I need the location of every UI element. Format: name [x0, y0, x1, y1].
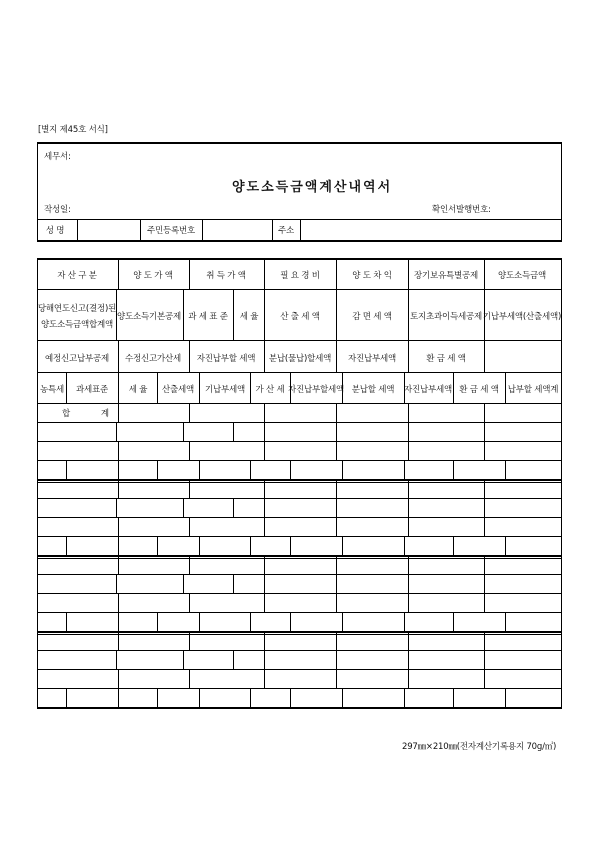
resident-id-label: 주민등록번호: [146, 226, 196, 236]
grid-col-line: [290, 688, 291, 707]
grid-col-line: [233, 422, 234, 441]
grid-col-line: [264, 650, 265, 669]
grid-col-line: [199, 612, 200, 631]
office-label: 세무서:: [44, 152, 71, 162]
page-title: 양도소득금액계산내역서: [232, 180, 393, 195]
header-refund-tax: 환 금 세 액: [426, 354, 466, 364]
col-line: [484, 340, 485, 372]
grid-col-line: [264, 498, 265, 517]
grid-col-line: [264, 574, 265, 593]
grid-col-line: [118, 403, 119, 422]
header-tax-base: 과 세 표 준: [188, 312, 228, 322]
grid-col-line: [189, 441, 190, 460]
header-box-right: [561, 142, 562, 241]
grid-col-line: [157, 460, 158, 479]
grid-col-line: [189, 631, 190, 650]
grid-col-line: [505, 688, 506, 707]
header-calculated-tax: 산 출 세 액: [280, 312, 320, 322]
grid-col-line: [66, 536, 67, 555]
grid-col-line: [484, 593, 485, 612]
grid-col-line: [66, 688, 67, 707]
grid-col-line: [118, 688, 119, 707]
grid-col-line: [199, 460, 200, 479]
grid-col-line: [484, 555, 485, 574]
grid-col-line: [336, 593, 337, 612]
col-line: [336, 258, 337, 289]
grid-col-line: [342, 536, 343, 555]
header-box-top: [37, 142, 562, 144]
grid-col-line: [118, 593, 119, 612]
header-asset-type: 자 산 구 분: [57, 271, 97, 281]
grid-col-line: [336, 479, 337, 498]
header-rural-tax: 농특세: [39, 385, 65, 395]
header-self-paid-tax: 자진납부세액: [347, 354, 397, 364]
grid-col-line: [183, 422, 184, 441]
grid-col-line: [342, 460, 343, 479]
grid-col-line: [66, 460, 67, 479]
grid-col-line: [116, 650, 117, 669]
grid-col-line: [453, 688, 454, 707]
grid-col-line: [336, 422, 337, 441]
header-transfer-income: 양도소득금액: [497, 271, 547, 281]
header-rt-total-payable: 납부할 세액계: [507, 385, 559, 395]
grid-col-line: [408, 631, 409, 650]
grid-col-line: [183, 650, 184, 669]
grid-col-line: [484, 650, 485, 669]
grid-col-line: [118, 517, 119, 536]
grid-col-line: [404, 688, 405, 707]
header-self-payable-tax: 자진납부할 세액: [196, 354, 256, 364]
total-label: 합 계: [62, 409, 124, 419]
grid-col-line: [264, 555, 265, 574]
header-reduced-tax: 감 면 세 액: [352, 312, 392, 322]
grid-col-line: [408, 441, 409, 460]
col-line: [157, 372, 158, 403]
col-line: [453, 372, 454, 403]
grid-col-line: [408, 422, 409, 441]
grid-col-line: [118, 555, 119, 574]
identity-divider: [77, 219, 78, 240]
grid-col-line: [342, 688, 343, 707]
grid-col-line: [264, 403, 265, 422]
grid-col-line: [116, 422, 117, 441]
header-amended-surcharge: 수정신고가산세: [124, 354, 182, 364]
header-rt-rate: 세 율: [128, 385, 148, 395]
grid-col-line: [484, 479, 485, 498]
grid-col-line: [264, 517, 265, 536]
grid-col-line: [264, 479, 265, 498]
header-rt-surcharge: 가 산 세: [255, 385, 285, 395]
header-declared-total-line1: 당해연도신고(결정)된: [37, 304, 117, 314]
form-number: [별지 제45호 서식]: [38, 125, 108, 135]
identity-divider: [140, 219, 141, 240]
address-label: 주소: [277, 226, 295, 236]
grid-col-line: [233, 498, 234, 517]
col-line: [264, 258, 265, 289]
grid-col-line: [408, 403, 409, 422]
grid-col-line: [264, 593, 265, 612]
grid-col-line: [233, 650, 234, 669]
grid-col-line: [183, 574, 184, 593]
row-line: [37, 372, 562, 373]
grid-col-line: [116, 498, 117, 517]
header-acquisition-price: 취 득 가 액: [206, 271, 246, 281]
grid-col-line: [189, 555, 190, 574]
grid-col-line: [484, 669, 485, 688]
grid-col-line: [264, 422, 265, 441]
header-declared-total-line2: 양도소득금액합계액: [40, 320, 114, 330]
header-transfer-gain: 양 도 차 익: [352, 271, 392, 281]
grid-col-line: [484, 441, 485, 460]
grid-col-line: [336, 669, 337, 688]
header-tax-rate: 세 율: [239, 312, 259, 322]
grid-col-line: [453, 460, 454, 479]
col-line: [189, 258, 190, 289]
grid-col-line: [404, 460, 405, 479]
grid-col-line: [290, 612, 291, 631]
col-line: [408, 340, 409, 372]
grid-col-line: [408, 593, 409, 612]
grid-col-line: [408, 498, 409, 517]
grid-col-line: [484, 403, 485, 422]
col-line: [336, 289, 337, 340]
grid-row-line: [37, 460, 562, 461]
grid-col-line: [342, 612, 343, 631]
grid-col-line: [453, 612, 454, 631]
grid-col-line: [408, 555, 409, 574]
grid-col-line: [404, 612, 405, 631]
header-long-term-deduction: 장기보유특별공제: [413, 271, 479, 281]
grid-col-line: [189, 669, 190, 688]
grid-col-line: [404, 536, 405, 555]
col-line: [264, 340, 265, 372]
paper-spec-footer: 297㎜×210㎜(전자계산기록용지 70g/㎡): [402, 742, 557, 752]
identity-divider: [272, 219, 273, 240]
col-line: [183, 289, 184, 340]
header-rt-self-payable: 자진납부할세액: [287, 385, 345, 395]
grid-col-line: [408, 517, 409, 536]
col-line: [199, 372, 200, 403]
main-table-right: [561, 258, 562, 708]
header-rt-self-paid: 자진납부세액: [403, 385, 453, 395]
date-label: 작성일:: [44, 205, 71, 215]
grid-col-line: [118, 479, 119, 498]
col-line: [233, 289, 234, 340]
grid-col-line: [484, 574, 485, 593]
grid-col-line: [484, 498, 485, 517]
header-rt-installment: 분납할 세액: [351, 385, 395, 395]
header-box-left: [37, 142, 38, 241]
col-line: [408, 258, 409, 289]
grid-col-line: [157, 688, 158, 707]
grid-col-line: [118, 631, 119, 650]
grid-col-line: [118, 460, 119, 479]
grid-col-line: [189, 593, 190, 612]
grid-row-line: [37, 707, 562, 708]
grid-col-line: [336, 574, 337, 593]
header-land-excess-deduction: 토지초과이득세공제: [409, 312, 483, 322]
grid-col-line: [250, 612, 251, 631]
grid-col-line: [290, 536, 291, 555]
grid-col-line: [505, 612, 506, 631]
grid-col-line: [484, 631, 485, 650]
grid-col-line: [189, 517, 190, 536]
header-transfer-price: 양 도 가 액: [133, 271, 173, 281]
col-line: [66, 372, 67, 403]
grid-row-line: [37, 688, 562, 689]
grid-row-line: [37, 612, 562, 613]
grid-col-line: [336, 555, 337, 574]
grid-col-line: [408, 650, 409, 669]
grid-col-line: [250, 536, 251, 555]
grid-col-line: [264, 669, 265, 688]
grid-col-line: [336, 631, 337, 650]
grid-col-line: [118, 536, 119, 555]
col-line: [118, 372, 119, 403]
header-basic-deduction: 양도소득기본공제: [116, 312, 182, 322]
grid-col-line: [199, 688, 200, 707]
header-advance-deduction: 예정신고납부공제: [44, 354, 110, 364]
grid-col-line: [118, 441, 119, 460]
grid-col-line: [118, 612, 119, 631]
col-line: [118, 258, 119, 289]
name-label: 성 명: [45, 226, 65, 236]
confirm-number-label: 확인서발행번호:: [432, 205, 491, 215]
col-line: [118, 340, 119, 372]
grid-col-line: [408, 574, 409, 593]
col-line: [250, 372, 251, 403]
grid-col-line: [505, 536, 506, 555]
header-rt-refund: 환 금 세 액: [459, 385, 499, 395]
header-necessary-expenses: 필 요 경 비: [280, 271, 320, 281]
grid-col-line: [66, 612, 67, 631]
grid-col-line: [290, 460, 291, 479]
grid-col-line: [505, 460, 506, 479]
grid-col-line: [264, 441, 265, 460]
header-prepaid-tax: 기납부세액(산출세액): [482, 312, 562, 322]
grid-col-line: [408, 479, 409, 498]
grid-col-line: [183, 498, 184, 517]
grid-col-line: [189, 403, 190, 422]
grid-col-line: [484, 422, 485, 441]
grid-col-line: [233, 574, 234, 593]
identity-divider: [202, 219, 203, 240]
grid-col-line: [336, 517, 337, 536]
identity-row-bottom: [37, 240, 562, 242]
header-rt-tax-base: 과세표준: [75, 385, 109, 395]
grid-col-line: [453, 536, 454, 555]
grid-col-line: [199, 536, 200, 555]
grid-col-line: [336, 441, 337, 460]
grid-col-line: [408, 669, 409, 688]
grid-col-line: [157, 612, 158, 631]
grid-col-line: [157, 536, 158, 555]
header-rt-calculated: 산출세액: [161, 385, 195, 395]
grid-col-line: [250, 688, 251, 707]
col-line: [264, 289, 265, 340]
grid-col-line: [336, 650, 337, 669]
col-line: [189, 340, 190, 372]
main-table-left: [37, 258, 38, 708]
col-line: [336, 340, 337, 372]
col-line: [505, 372, 506, 403]
grid-row-line: [37, 536, 562, 537]
grid-col-line: [336, 498, 337, 517]
col-line: [484, 258, 485, 289]
grid-col-line: [118, 669, 119, 688]
grid-col-line: [336, 403, 337, 422]
grid-col-line: [484, 517, 485, 536]
grid-col-line: [264, 631, 265, 650]
header-rt-prepaid: 기납부세액: [204, 385, 246, 395]
grid-col-line: [250, 460, 251, 479]
grid-col-line: [189, 479, 190, 498]
grid-col-line: [116, 574, 117, 593]
header-installment-tax: 분납(물납)할세액: [268, 354, 332, 364]
identity-divider: [300, 219, 301, 240]
col-line: [408, 289, 409, 340]
